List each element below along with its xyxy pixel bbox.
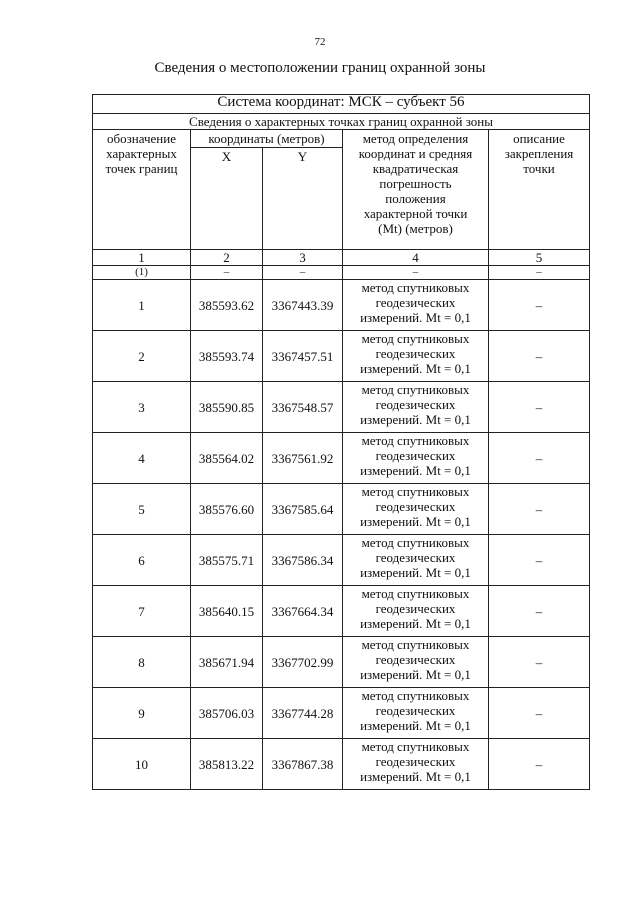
column-number: 1 — [93, 250, 191, 266]
method-cell — [343, 382, 489, 433]
x-coordinate: 385593.74 — [191, 331, 263, 382]
method-header — [343, 130, 489, 250]
method-cell — [343, 484, 489, 535]
fixing-description: – — [489, 331, 590, 382]
y-coordinate: 3367443.39 — [263, 280, 343, 331]
method-line: метод спутниковых — [361, 739, 470, 754]
header-line: положения — [385, 191, 446, 206]
column-number: 5 — [489, 250, 590, 266]
coordinates-header: координаты (метров) — [191, 130, 343, 148]
coordinates-table — [92, 94, 590, 790]
y-coordinate: 3367744.28 — [263, 688, 343, 739]
method-cell — [343, 331, 489, 382]
y-coordinate: 3367867.38 — [263, 739, 343, 790]
method-line: метод спутниковых — [361, 484, 470, 499]
method-line: геодезических — [375, 550, 456, 565]
point-number: 6 — [93, 535, 191, 586]
method-line: геодезических — [375, 754, 456, 769]
method-line: геодезических — [375, 499, 456, 514]
method-line: геодезических — [375, 346, 456, 361]
method-line: метод спутниковых — [361, 535, 470, 550]
method-cell — [343, 433, 489, 484]
x-header: X — [191, 148, 263, 250]
fixing-description: – — [489, 433, 590, 484]
method-line: измерений. Mt = 0,1 — [360, 463, 471, 478]
sub-cell: – — [489, 266, 590, 280]
method-line: метод спутниковых — [361, 331, 470, 346]
y-coordinate: 3367664.34 — [263, 586, 343, 637]
point-number: 2 — [93, 331, 191, 382]
method-line: метод спутниковых — [361, 280, 470, 295]
method-line: измерений. Mt = 0,1 — [360, 667, 471, 682]
method-line: измерений. Mt = 0,1 — [360, 310, 471, 325]
y-coordinate: 3367702.99 — [263, 637, 343, 688]
table-row — [93, 280, 590, 331]
method-line: метод спутниковых — [361, 382, 470, 397]
section-header: Сведения о характерных точках границ охранной зоны — [93, 114, 590, 130]
table-row — [93, 433, 590, 484]
table-row — [93, 586, 590, 637]
x-coordinate: 385593.62 — [191, 280, 263, 331]
method-line: метод спутниковых — [361, 586, 470, 601]
header-line: координат и средняя — [358, 146, 473, 161]
method-line: измерений. Mt = 0,1 — [360, 361, 471, 376]
header-line: закрепления — [504, 146, 574, 161]
table-row — [93, 331, 590, 382]
method-cell — [343, 688, 489, 739]
header-line: обозначение — [107, 131, 176, 146]
x-coordinate: 385575.71 — [191, 535, 263, 586]
x-coordinate: 385590.85 — [191, 382, 263, 433]
method-line: метод спутниковых — [361, 433, 470, 448]
column-number: 3 — [263, 250, 343, 266]
column-number: 2 — [191, 250, 263, 266]
header-line: (Mt) (метров) — [378, 221, 453, 236]
method-cell — [343, 637, 489, 688]
method-cell — [343, 586, 489, 637]
point-number: 5 — [93, 484, 191, 535]
header-line: точек границ — [105, 161, 178, 176]
column-number: 4 — [343, 250, 489, 266]
header-line: характерных — [106, 146, 177, 161]
method-line: геодезических — [375, 295, 456, 310]
point-number: 9 — [93, 688, 191, 739]
sub-header-row — [93, 266, 590, 280]
header-line: характерной точки — [363, 206, 468, 221]
method-line: измерений. Mt = 0,1 — [360, 412, 471, 427]
fixing-description: – — [489, 637, 590, 688]
method-line: измерений. Mt = 0,1 — [360, 616, 471, 631]
header-line: погрешность — [379, 176, 452, 191]
sub-cell: – — [343, 266, 489, 280]
method-line: метод спутниковых — [361, 688, 470, 703]
fixing-description: – — [489, 382, 590, 433]
method-line: геодезических — [375, 652, 456, 667]
method-line: геодезических — [375, 448, 456, 463]
table-row — [93, 739, 590, 790]
coordinate-system-header: Система координат: МСК – субъект 56 — [93, 95, 590, 114]
method-line: измерений. Mt = 0,1 — [360, 514, 471, 529]
method-line: геодезических — [375, 703, 456, 718]
method-line: измерений. Mt = 0,1 — [360, 769, 471, 784]
point-number: 8 — [93, 637, 191, 688]
x-coordinate: 385706.03 — [191, 688, 263, 739]
fixing-description: – — [489, 739, 590, 790]
x-coordinate: 385813.22 — [191, 739, 263, 790]
document-title: Сведения о местоположении границ охранной зоны — [154, 60, 486, 76]
x-coordinate: 385640.15 — [191, 586, 263, 637]
header-line: точки — [523, 161, 555, 176]
method-cell — [343, 535, 489, 586]
y-coordinate: 3367457.51 — [263, 331, 343, 382]
table-row — [93, 484, 590, 535]
point-number: 10 — [93, 739, 191, 790]
page-number: 72 — [314, 36, 326, 48]
header-line: квадратическая — [372, 161, 459, 176]
method-line: измерений. Mt = 0,1 — [360, 718, 471, 733]
x-coordinate: 385576.60 — [191, 484, 263, 535]
table-row — [93, 637, 590, 688]
method-line: измерений. Mt = 0,1 — [360, 565, 471, 580]
column-number-row — [93, 250, 590, 266]
y-coordinate: 3367585.64 — [263, 484, 343, 535]
table-row — [93, 688, 590, 739]
header-line: метод определения — [362, 131, 469, 146]
fixing-description: – — [489, 535, 590, 586]
y-coordinate: 3367548.57 — [263, 382, 343, 433]
fixing-description-header — [489, 130, 590, 250]
header-line: описание — [513, 131, 565, 146]
y-header: Y — [263, 148, 343, 250]
y-coordinate: 3367561.92 — [263, 433, 343, 484]
point-number: 7 — [93, 586, 191, 637]
method-line: геодезических — [375, 601, 456, 616]
sub-cell: (1) — [93, 266, 191, 280]
fixing-description: – — [489, 688, 590, 739]
x-coordinate: 385671.94 — [191, 637, 263, 688]
table-row — [93, 382, 590, 433]
fixing-description: – — [489, 484, 590, 535]
point-number: 4 — [93, 433, 191, 484]
method-line: геодезических — [375, 397, 456, 412]
point-number: 3 — [93, 382, 191, 433]
fixing-description: – — [489, 586, 590, 637]
fixing-description: – — [489, 280, 590, 331]
point-designation-header — [93, 130, 191, 250]
method-cell — [343, 739, 489, 790]
table-row — [93, 535, 590, 586]
method-line: метод спутниковых — [361, 637, 470, 652]
sub-cell: – — [191, 266, 263, 280]
x-coordinate: 385564.02 — [191, 433, 263, 484]
point-number: 1 — [93, 280, 191, 331]
y-coordinate: 3367586.34 — [263, 535, 343, 586]
method-cell — [343, 280, 489, 331]
sub-cell: – — [263, 266, 343, 280]
